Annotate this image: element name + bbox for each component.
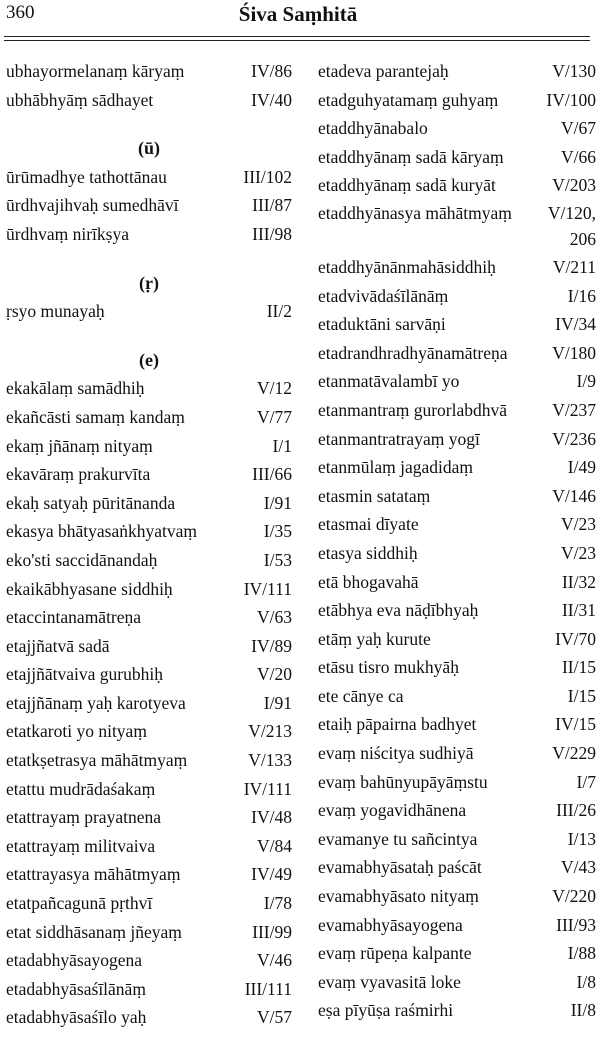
entry-reference: V/23 [561, 514, 596, 535]
index-entry [6, 632, 292, 661]
index-entry [318, 768, 596, 797]
entry-term: evamabhyāsato nityaṃ [318, 886, 479, 907]
entry-term: ūrdhvajihvaḥ sumedhāvī [6, 195, 179, 216]
entry-reference: II/32 [561, 571, 596, 592]
entry-reference: I/91 [263, 492, 292, 513]
entry-term: ekasya bhātyasaṅkhyatvaṃ [6, 521, 197, 542]
entry-term: etadeva parantejaḥ [318, 61, 449, 81]
entry-reference: V/20 [257, 664, 292, 685]
entry-term: etajjñatvā sadā [6, 635, 110, 656]
entry-term: evamabhyāsayogena [318, 914, 463, 935]
entry-term: ūrdhvaṃ nirīkṣya [6, 223, 129, 244]
entry-reference: V/237 [552, 399, 596, 420]
entry-term: etajjñānaṃ yaḥ karotyeva [6, 692, 186, 713]
index-entry [318, 253, 596, 282]
entry-reference: V/23 [561, 542, 596, 563]
entry-reference: IV/34 [555, 314, 596, 335]
entry-reference: IV/111 [243, 778, 292, 799]
index-entry [6, 191, 292, 220]
entry-reference: IV/89 [251, 635, 292, 656]
entry-reference: I/8 [576, 971, 596, 992]
entry-term: ubhayormelanaṃ kāryaṃ [6, 61, 185, 81]
entry-term: ekaṃ jñānaṃ nityaṃ [6, 435, 153, 456]
index-entry [318, 396, 596, 425]
entry-reference: V/57 [257, 1007, 292, 1028]
entry-term: etattrayaṃ prayatnena [6, 807, 161, 828]
entry-reference: I/13 [567, 828, 596, 849]
entry-reference: V/211 [552, 256, 596, 277]
entry-reference: V/120, 206 [547, 202, 596, 249]
entry-term: evaṃ niścitya sudhiyā [318, 743, 474, 764]
index-entry [318, 539, 596, 568]
entry-reference: I/53 [263, 549, 292, 570]
entry-term: ekakālaṃ samādhiḥ [6, 378, 145, 399]
entry-reference: V/236 [552, 428, 596, 449]
index-entry [6, 460, 292, 489]
index-entry [318, 143, 596, 172]
index-entry [6, 946, 292, 975]
entry-term: etasmin satataṃ [318, 485, 431, 506]
index-entry [6, 717, 292, 746]
entry-reference: III/111 [244, 978, 292, 999]
index-entry [318, 568, 596, 597]
entry-reference: V/130 [552, 61, 596, 81]
entry-term: etadrandhradhyānamātreṇa [318, 342, 508, 363]
entry-reference: III/99 [252, 921, 292, 942]
entry-term: etanmantraṃ gurorlabdhvā [318, 399, 508, 420]
entry-term: eko'sti saccidānandaḥ [6, 549, 158, 570]
section-heading: (ṛ) [139, 272, 159, 293]
entry-reference: IV/48 [251, 807, 292, 828]
entry-reference: I/9 [576, 371, 596, 392]
index-entry [6, 689, 292, 718]
index-entry [6, 918, 292, 947]
entry-term: etattrayasya māhātmyaṃ [6, 864, 181, 885]
index-entry [318, 367, 596, 396]
entry-term: etasya siddhiḥ [318, 542, 418, 563]
index-entry [318, 171, 596, 200]
entry-term: eṣa pīyūṣa raśmirhi [318, 1000, 454, 1021]
entry-term: evaṃ bahūnyupāyāṃstu [318, 771, 488, 792]
entry-term: etatpañcagunā pṛthvī [6, 893, 153, 914]
entry-term: etaddhyānabalo [318, 118, 428, 139]
entry-term: etaddhyānaṃ sadā kuryāt [318, 175, 496, 196]
index-entry [318, 682, 596, 711]
entry-reference: V/63 [257, 607, 292, 628]
entry-reference: II/31 [561, 600, 596, 621]
entry-term: etaddhyānasya māhātmyaṃ [318, 202, 512, 223]
entry-reference: III/93 [556, 914, 596, 935]
section-spacer [6, 249, 292, 269]
entry-term: ubhābhyāṃ sādhayet [6, 89, 154, 110]
entry-term: etanmatāvalambī yo [318, 371, 460, 392]
entry-reference: V/12 [257, 378, 292, 399]
entry-reference: V/84 [257, 835, 292, 856]
entry-reference: IV/100 [546, 89, 596, 110]
entry-reference: III/102 [243, 166, 292, 187]
section-spacer [6, 114, 292, 134]
index-entry [6, 86, 292, 115]
index-entry [318, 200, 596, 253]
entry-reference: I/88 [567, 943, 596, 964]
index-entry [6, 546, 292, 575]
index-entry [318, 596, 596, 625]
entry-reference: V/77 [257, 406, 292, 427]
index-entry [318, 425, 596, 454]
index-entry [318, 482, 596, 511]
entry-term: etadabhyāsaśīlo yaḥ [6, 1007, 147, 1028]
entry-reference: IV/15 [555, 714, 596, 735]
entry-term: etadguhyatamaṃ guhyaṃ [318, 89, 499, 110]
entry-reference: I/78 [263, 893, 292, 914]
entry-reference: V/43 [561, 857, 596, 878]
index-entry [318, 939, 596, 968]
entry-term: etadabhyāsaśīlānāṃ [6, 978, 146, 999]
entry-reference: IV/111 [243, 578, 292, 599]
index-entry [6, 803, 292, 832]
index-entry [6, 975, 292, 1004]
index-entry [318, 339, 596, 368]
index-entry [6, 489, 292, 518]
index-entry [318, 710, 596, 739]
index-entry [318, 853, 596, 882]
entry-term: etajjñātvaiva gurubhiḥ [6, 664, 163, 685]
entry-reference: V/133 [248, 750, 292, 771]
entry-term: ūrūmadhye tathottānau [6, 166, 167, 187]
index-entry [318, 310, 596, 339]
index-entry [6, 860, 292, 889]
index-entry [6, 889, 292, 918]
entry-reference: V/66 [561, 146, 596, 167]
entry-term: evaṃ yogavidhānena [318, 800, 467, 821]
entry-reference: I/15 [567, 685, 596, 706]
entry-reference: I/16 [567, 285, 596, 306]
index-entry [318, 282, 596, 311]
entry-term: evaṃ vyavasitā loke [318, 971, 461, 992]
entry-reference: III/98 [252, 223, 292, 244]
index-entry [6, 374, 292, 403]
page-number: 360 [6, 2, 35, 23]
index-entry [318, 653, 596, 682]
entry-reference: IV/70 [555, 628, 596, 649]
entry-reference: IV/86 [251, 61, 292, 81]
index-entry [318, 510, 596, 539]
entry-reference: III/26 [556, 800, 596, 821]
entry-term: ekaikābhyasane siddhiḥ [6, 578, 173, 599]
entry-reference: I/35 [263, 521, 292, 542]
entry-reference: V/46 [257, 950, 292, 971]
entry-reference: V/180 [552, 342, 596, 363]
entry-reference: V/229 [552, 743, 596, 764]
entry-reference: I/91 [263, 692, 292, 713]
entry-term: etasmai dīyate [318, 514, 419, 535]
index-entry [6, 746, 292, 775]
entry-term: etat siddhāsanaṃ jñeyaṃ [6, 921, 182, 942]
entry-reference: II/15 [561, 657, 596, 678]
entry-term: etatkaroti yo nityaṃ [6, 721, 147, 742]
index-entry [6, 832, 292, 861]
entry-term: ṛsyo munayaḥ [6, 301, 105, 322]
entry-term: etanmūlaṃ jagadidaṃ [318, 457, 474, 478]
entry-term: etāṃ yaḥ kurute [318, 628, 431, 649]
entry-term: ekaḥ satyaḥ pūritānanda [6, 492, 176, 513]
section-spacer [6, 326, 292, 346]
entry-reference: II/8 [570, 1000, 596, 1021]
index-entry [6, 603, 292, 632]
entry-term: ekavāraṃ prakurvīta [6, 464, 151, 485]
index-entry [318, 86, 596, 115]
running-title: Śiva Saṃhitā [238, 2, 358, 26]
section-heading: (e) [139, 349, 159, 370]
entry-reference: V/67 [561, 118, 596, 139]
entry-reference: II/2 [266, 301, 292, 322]
entry-term: etāsu tisro mukhyāḥ [318, 657, 459, 678]
header-rule [4, 36, 590, 37]
index-entry [318, 739, 596, 768]
entry-term: etaddhyānānmahāsiddhiḥ [318, 256, 496, 277]
index-entry [318, 453, 596, 482]
header-rule [4, 40, 590, 41]
index-column-left [6, 57, 292, 1032]
index-entry [318, 796, 596, 825]
entry-reference: I/1 [272, 435, 292, 456]
index-entry [6, 57, 292, 86]
entry-reference: IV/49 [251, 864, 292, 885]
entry-term: etaccintanamātreṇa [6, 607, 142, 628]
index-entry [6, 220, 292, 249]
entry-reference: IV/40 [251, 89, 292, 110]
entry-term: etaduktāni sarvāṇi [318, 314, 446, 335]
index-entry [6, 1003, 292, 1032]
entry-reference: V/213 [248, 721, 292, 742]
entry-term: etattrayaṃ militvaiva [6, 835, 156, 856]
entry-reference: I/49 [567, 457, 596, 478]
entry-term: evamanye tu sañcintya [318, 828, 478, 849]
index-entry [6, 297, 292, 326]
entry-reference: III/87 [252, 195, 292, 216]
entry-term: ekañcāsti samaṃ kandaṃ [6, 406, 185, 427]
entry-term: etanmantratrayaṃ yogī [318, 428, 480, 449]
entry-reference: V/203 [552, 175, 596, 196]
index-entry [318, 968, 596, 997]
index-entry [6, 163, 292, 192]
entry-term: etadabhyāsayogena [6, 950, 143, 971]
entry-term: etaddhyānaṃ sadā kāryaṃ [318, 146, 504, 167]
entry-term: etadvivādaśīlānāṃ [318, 285, 449, 306]
index-entry [318, 57, 596, 86]
entry-reference: V/146 [552, 485, 596, 506]
index-entry [318, 911, 596, 940]
entry-term: etā bhogavahā [318, 571, 419, 592]
entry-reference: I/7 [576, 771, 596, 792]
index-column-right [318, 57, 596, 1025]
entry-reference: III/66 [252, 464, 292, 485]
index-entry [6, 775, 292, 804]
index-entry [6, 432, 292, 461]
index-entry [318, 996, 596, 1025]
index-entry [318, 625, 596, 654]
index-entry [6, 403, 292, 432]
entry-term: evamabhyāsataḥ paścāt [318, 857, 482, 878]
index-entry [6, 575, 292, 604]
index-entry [6, 517, 292, 546]
index-entry [318, 882, 596, 911]
page-header [6, 0, 590, 36]
index-entry [318, 114, 596, 143]
entry-term: etaiḥ pāpairna badhyet [318, 714, 477, 735]
index-entry [6, 660, 292, 689]
entry-term: evaṃ rūpeṇa kalpante [318, 943, 472, 964]
entry-term: ete cānye ca [318, 685, 404, 706]
section-heading: (ū) [138, 138, 160, 159]
entry-reference: V/220 [552, 886, 596, 907]
entry-term: etattu mudrādaśakaṃ [6, 778, 156, 799]
index-entry [318, 825, 596, 854]
entry-term: etābhya eva nāḍībhyaḥ [318, 600, 479, 621]
entry-term: etatkṣetrasya māhātmyaṃ [6, 750, 188, 771]
